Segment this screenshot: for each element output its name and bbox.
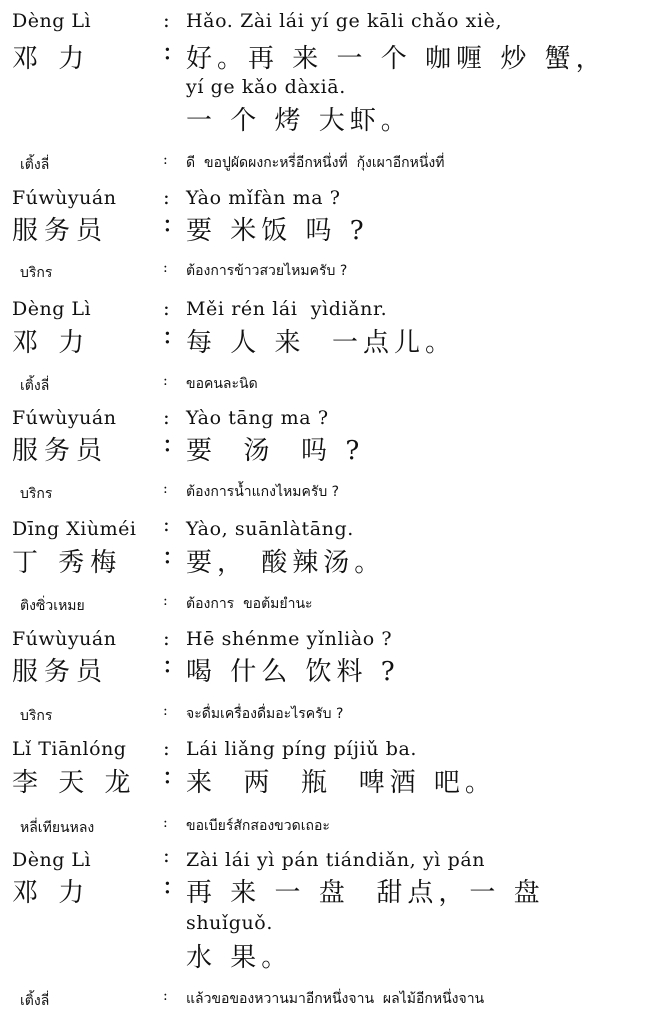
colon: : (163, 296, 170, 320)
line-hanzi: 一 个 烤 大虾。 (186, 106, 412, 136)
line-thai: แล้วขอของหวานมาอีกหนึ่งจาน ผลไม้อีกหนึ่งจาน (186, 991, 485, 1007)
speaker-thai: บริกร (20, 486, 53, 502)
colon: : (163, 208, 172, 238)
line-hanzi: 来 两 瓶 啤酒 吧。 (186, 768, 496, 798)
colon: : (163, 512, 170, 536)
line-hanzi: 要， 酸辣汤。 (186, 548, 386, 578)
speaker-thai: เติ้งลี่ (20, 378, 50, 394)
colon: : (163, 185, 170, 209)
colon: : (163, 843, 170, 867)
line-pinyin: Hē shénme yǐnliào ? (186, 628, 393, 650)
speaker-hanzi: 服务员 (12, 216, 109, 246)
colon: : (163, 260, 168, 276)
line-pinyin: Hǎo. Zài lái yí ge kāli chǎo xiè, (186, 10, 503, 32)
colon: : (163, 703, 168, 719)
speaker-pinyin: Dèng Lì (12, 10, 92, 32)
speaker-hanzi: 李 天 龙 (12, 768, 137, 798)
colon: : (163, 760, 172, 790)
line-pinyin: Yào, suānlàtāng. (186, 518, 354, 540)
speaker-hanzi: 邓 力 (12, 44, 91, 74)
colon: : (163, 36, 172, 66)
line-thai: ดี ขอปูผัดผงกะหรี่อีกหนึ่งที่ กุ้งเผาอีกหนึ่งที่ (186, 155, 445, 171)
line-thai: ต้องการ ขอต้มยำนะ (186, 596, 313, 612)
speaker-hanzi: 服务员 (12, 436, 109, 466)
line-pinyin: Yào mǐfàn ma ? (186, 187, 341, 209)
speaker-thai: เติ้งลี่ (20, 993, 50, 1009)
line-thai: ขอเบียร์สักสองขวดเถอะ (186, 818, 330, 834)
line-thai: ขอคนละนิด (186, 376, 258, 392)
line-pinyin: shuǐguǒ. (186, 912, 273, 934)
speaker-pinyin: Lǐ Tiānlóng (12, 738, 127, 760)
line-pinyin: Zài lái yì pán tiándiǎn, yì pán (186, 849, 486, 871)
line-hanzi: 要 汤 吗 ? (186, 436, 365, 466)
line-pinyin: Měi rén lái yìdiǎnr. (186, 298, 388, 320)
speaker-thai: ติงซิ่วเหมย (20, 598, 85, 614)
speaker-thai: บริกร (20, 708, 53, 724)
colon: : (163, 428, 172, 458)
speaker-hanzi: 服务员 (12, 657, 109, 687)
speaker-thai: บริกร (20, 265, 53, 281)
colon: : (163, 373, 168, 389)
line-hanzi: 水 果。 (186, 943, 293, 973)
line-thai: ต้องการข้าวสวยไหมครับ ? (186, 263, 348, 279)
line-hanzi: 要 米饭 吗 ? (186, 216, 369, 246)
speaker-pinyin: Dīng Xiùméi (12, 518, 137, 540)
speaker-pinyin: Dèng Lì (12, 849, 92, 871)
speaker-pinyin: Fúwùyuán (12, 628, 117, 650)
speaker-thai: หลี่เทียนหลง (20, 820, 95, 836)
colon: : (163, 988, 168, 1004)
colon: : (163, 540, 172, 570)
colon: : (163, 626, 170, 650)
line-pinyin: Yào tāng ma ? (186, 407, 329, 429)
speaker-hanzi: 邓 力 (12, 878, 91, 908)
speaker-pinyin: Fúwùyuán (12, 187, 117, 209)
line-thai: ต้องการน้ำแกงไหมครับ ? (186, 484, 340, 500)
colon: : (163, 405, 170, 429)
line-hanzi: 喝 什么 饮料 ? (186, 657, 400, 687)
speaker-hanzi: 丁 秀梅 (12, 548, 123, 578)
line-pinyin: Lái liǎng píng píjiǔ ba. (186, 738, 418, 760)
colon: : (163, 815, 168, 831)
line-thai: จะดื่มเครื่องดื่มอะไรครับ ? (186, 706, 344, 722)
speaker-hanzi: 邓 力 (12, 328, 91, 358)
colon: : (163, 593, 168, 609)
speaker-pinyin: Dèng Lì (12, 298, 92, 320)
line-pinyin: yí ge kǎo dàxiā. (186, 76, 346, 98)
colon: : (163, 481, 168, 497)
line-hanzi: 每 人 来 一点儿。 (186, 328, 457, 358)
line-hanzi: 好。再 来 一 个 咖喱 炒 蟹， (186, 44, 607, 74)
line-hanzi: 再 来 一 盘 甜点，一 盘 (186, 878, 545, 908)
speaker-pinyin: Fúwùyuán (12, 407, 117, 429)
colon: : (163, 870, 172, 900)
colon: : (163, 649, 172, 679)
colon: : (163, 8, 170, 32)
speaker-thai: เติ้งลี่ (20, 157, 50, 173)
colon: : (163, 736, 170, 760)
colon: : (163, 152, 168, 168)
colon: : (163, 320, 172, 350)
